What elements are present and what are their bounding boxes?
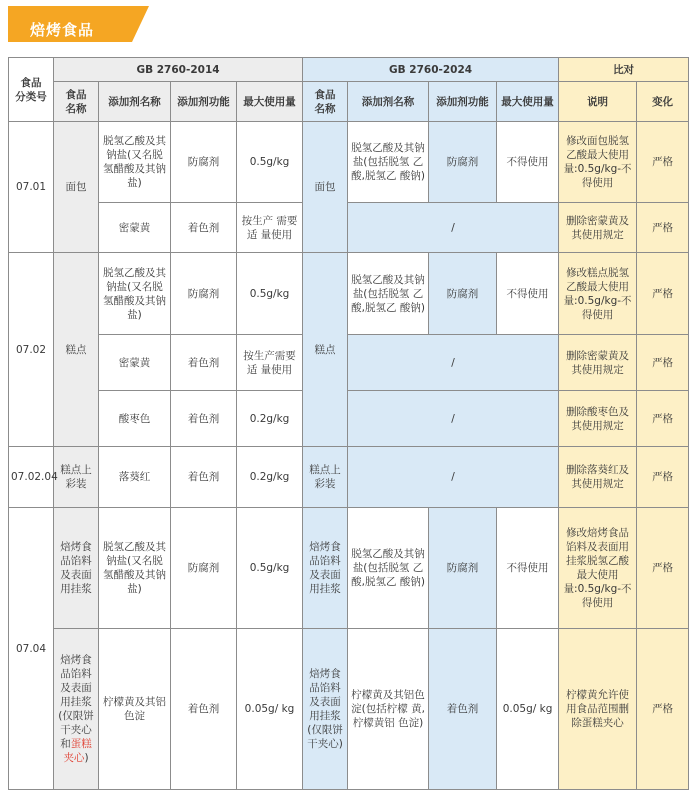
max-usage-2014: 0.5g/kg <box>237 122 303 203</box>
function-2014: 着色剂 <box>171 335 237 391</box>
max-usage-2014: 按生产需要适 量使用 <box>237 335 303 391</box>
max-usage-2024: 不得使用 <box>497 508 559 629</box>
food-name-2024: 糕点上彩装 <box>303 447 348 508</box>
header-note: 说明 <box>559 82 637 122</box>
food-name-2024: 面包 <box>303 122 348 253</box>
category-code: 07.04 <box>9 508 54 790</box>
max-usage-2024: 不得使用 <box>497 122 559 203</box>
not-applicable: / <box>348 203 559 253</box>
compare-note: 修改糕点脱氢乙酸最大使用量:0.5g/kg-不得使用 <box>559 253 637 335</box>
header-additive-name: 添加剂名称 <box>348 82 429 122</box>
header-std-2024: GB 2760-2024 <box>303 58 559 82</box>
food-name-2014: 焙烤食品馅料及表面用挂浆 <box>54 508 99 629</box>
max-usage-2014: 0.5g/kg <box>237 253 303 335</box>
removed-item-highlight: 蛋糕夹心 <box>63 738 92 764</box>
food-name-2014-text: 焙烤食品馅料及表面用挂浆(仅限饼 干夹心和 <box>58 654 94 750</box>
change-badge: 严格 <box>637 122 689 203</box>
max-usage-2014: 0.5g/kg <box>237 508 303 629</box>
food-name-2014: 糕点 <box>54 253 99 447</box>
additive-2024: 脱氢乙酸及其钠盐(包括脱氢 乙酸,脱氢乙 酸钠) <box>348 253 429 335</box>
comparison-table <box>8 57 689 790</box>
max-usage-2014: 0.2g/kg <box>237 447 303 508</box>
table-row <box>9 447 689 508</box>
additive-2024: 脱氢乙酸及其钠盐(包括脱氢 乙酸,脱氢乙 酸钠) <box>348 508 429 629</box>
compare-note: 删除密蒙黄及其使用规定 <box>559 203 637 253</box>
category-code: 07.01 <box>9 122 54 253</box>
max-usage-2024: 不得使用 <box>497 253 559 335</box>
additive-2014: 密蒙黄 <box>99 335 171 391</box>
max-usage-2014: 0.2g/kg <box>237 391 303 447</box>
compare-note: 删除密蒙黄及其使用规定 <box>559 335 637 391</box>
function-2014: 防腐剂 <box>171 253 237 335</box>
function-2014: 着色剂 <box>171 203 237 253</box>
table-row <box>9 335 689 391</box>
additive-2014: 柠檬黄及其铝色淀 <box>99 629 171 790</box>
function-2014: 防腐剂 <box>171 122 237 203</box>
header-function: 添加剂功能 <box>171 82 237 122</box>
additive-2014: 脱氢乙酸及其钠盐(又名脱氢醋酸及其钠盐) <box>99 508 171 629</box>
section-title: 焙烤食品 <box>30 21 95 39</box>
change-badge: 严格 <box>637 253 689 335</box>
food-name-2024: 焙烤食品馅料及表面用挂浆 <box>303 508 348 629</box>
function-2024: 防腐剂 <box>429 253 497 335</box>
table-row <box>9 508 689 629</box>
function-2014: 着色剂 <box>171 391 237 447</box>
header-change: 变化 <box>637 82 689 122</box>
not-applicable: / <box>348 447 559 508</box>
function-2014: 着色剂 <box>171 629 237 790</box>
change-badge: 严格 <box>637 391 689 447</box>
not-applicable: / <box>348 335 559 391</box>
header-food-name: 食品 名称 <box>54 82 99 122</box>
max-usage-2014: 0.05g/ kg <box>237 629 303 790</box>
table-row <box>9 203 689 253</box>
change-badge: 严格 <box>637 508 689 629</box>
change-badge: 严格 <box>637 629 689 790</box>
section-banner <box>8 6 149 42</box>
food-name-2024: 焙烤食品馅料及表面用挂浆(仅限饼干夹心) <box>303 629 348 790</box>
compare-note: 删除酸枣色及其使用规定 <box>559 391 637 447</box>
food-name-2014-tail: ) <box>84 752 89 764</box>
change-badge: 严格 <box>637 447 689 508</box>
change-badge: 严格 <box>637 335 689 391</box>
additive-2024: 脱氢乙酸及其钠盐(包括脱氢 乙酸,脱氢乙 酸钠) <box>348 122 429 203</box>
additive-2014: 酸枣色 <box>99 391 171 447</box>
food-name-2014 <box>54 629 99 790</box>
header-food-name: 食品 名称 <box>303 82 348 122</box>
food-name-2024: 糕点 <box>303 253 348 447</box>
food-name-2014: 面包 <box>54 122 99 253</box>
header-category-no: 食品 分类号 <box>9 58 54 122</box>
category-code: 07.02 <box>9 253 54 447</box>
header-compare: 比对 <box>559 58 689 82</box>
function-2024: 防腐剂 <box>429 508 497 629</box>
additive-2024: 柠檬黄及其铝色淀(包括柠檬 黄,柠檬黄铝 色淀) <box>348 629 429 790</box>
compare-note: 删除落葵红及其使用规定 <box>559 447 637 508</box>
table-row <box>9 253 689 335</box>
header-max-usage: 最大使用量 <box>237 82 303 122</box>
header-std-2014: GB 2760-2014 <box>54 58 303 82</box>
compare-note: 修改焙烤食品馅料及表面用挂浆脱氢乙酸最大使用量:0.5g/kg-不得使用 <box>559 508 637 629</box>
not-applicable: / <box>348 391 559 447</box>
compare-note: 修改面包脱氢乙酸最大使用量:0.5g/kg-不得使用 <box>559 122 637 203</box>
header-max-usage: 最大使用量 <box>497 82 559 122</box>
header-function: 添加剂功能 <box>429 82 497 122</box>
header-additive-name: 添加剂名称 <box>99 82 171 122</box>
function-2024: 着色剂 <box>429 629 497 790</box>
function-2024: 防腐剂 <box>429 122 497 203</box>
category-code: 07.02.04 <box>9 447 54 508</box>
additive-2014: 脱氢乙酸及其钠盐(又名脱氢醋酸及其钠盐) <box>99 253 171 335</box>
function-2014: 着色剂 <box>171 447 237 508</box>
table-row <box>9 629 689 790</box>
max-usage-2014: 按生产 需要适 量使用 <box>237 203 303 253</box>
change-badge: 严格 <box>637 203 689 253</box>
compare-note: 柠檬黄允许使用食品范围删除蛋糕夹心 <box>559 629 637 790</box>
table-row <box>9 391 689 447</box>
max-usage-2024: 0.05g/ kg <box>497 629 559 790</box>
function-2014: 防腐剂 <box>171 508 237 629</box>
table-row <box>9 122 689 203</box>
additive-2014: 脱氢乙酸及其钠盐(又名脱氢醋酸及其钠盐) <box>99 122 171 203</box>
food-name-2014: 糕点上彩装 <box>54 447 99 508</box>
additive-2014: 密蒙黄 <box>99 203 171 253</box>
additive-2014: 落葵红 <box>99 447 171 508</box>
